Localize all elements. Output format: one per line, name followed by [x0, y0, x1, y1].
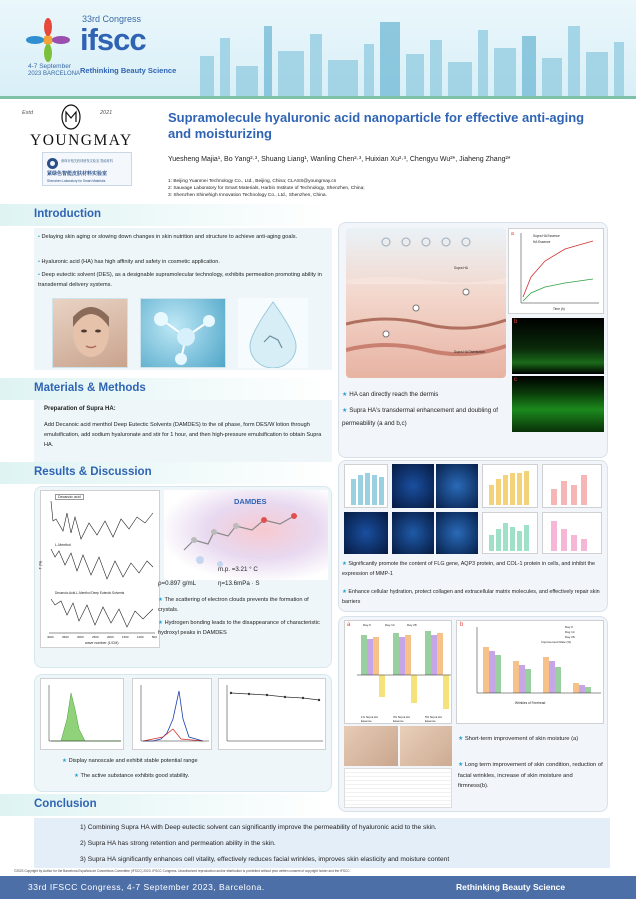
copyright-notice: ©2023 Copyright by Author for the Barcelona Española de Cosméticos Committee (IFSCC) 2023. IFSCC Congress. Unauthorized reproduction and/or distribution is prohibited without prior written consent of copyright holder and the IFSCC. [14, 869, 351, 873]
city-skyline [180, 18, 636, 96]
stability-chart [218, 678, 326, 750]
ftir-tick: 4000 [47, 635, 54, 639]
ftir-tick: 2500 [91, 635, 99, 639]
ftir-label-des: Decanoic Acid-L-Menthol Deep Eutectic Solvents [55, 591, 125, 595]
ftir-ylabel: T (%) [38, 560, 43, 570]
conclusion-item-1: 1) Combining Supra HA with Deep eutectic solvent can significantly improve the permeability of hyaluronic acid to the skin. [80, 824, 437, 831]
youngmay-logo-icon [57, 103, 85, 131]
star-icon: ★ [342, 407, 350, 414]
section-title: Results & Discussion [34, 466, 152, 478]
skin-label-supra: Supra HA [454, 266, 468, 270]
des-finding-1: ★ The scattering of electron clouds prevents the formation of crystals. [158, 597, 309, 613]
permeation-finding-1: ★ HA can directly reach the dermis [342, 391, 439, 398]
star-icon: ★ [342, 561, 349, 567]
col1-chart [482, 512, 538, 554]
skin-cross-section-icon [346, 228, 506, 378]
molecule-image [140, 298, 226, 368]
intro-bullet-2: • Hyaluronic acid (HA) has high affinity and safety in cosmetic application. [38, 259, 220, 265]
viscosity-value: η=13.6mPa · S [218, 580, 260, 587]
brand-name: YOUNGMAY [30, 132, 133, 149]
wrinkle-chart [456, 620, 604, 724]
lab-name-cn2: 紧绿色智能皮肤材料实验室 [47, 171, 108, 177]
ftir-tick: 500 [151, 635, 157, 639]
star-icon: ★ [158, 620, 165, 626]
star-icon: ★ [62, 758, 69, 764]
cell-stain-2 [436, 464, 478, 508]
cell-viability-bars [345, 465, 389, 509]
poster-title: Supramolecule hyaluronic acid nanoparticle for effective anti-aging and moisturizing [168, 110, 585, 141]
face-image [52, 298, 128, 368]
clinical-finding-2: ★ Long term improvement of skin condition, reduction of facial wrinkles, increase of skin moisture and firmness(b). [458, 762, 603, 789]
star-icon: ★ [458, 762, 465, 768]
author-list: Yuesheng Majia¹, Bo Yang²·³, Shuang Liang¹, Wanling Chen²·³, Huixian Xu²·³, Chengyu Wu²*, Jiaheng Zhang²* [168, 156, 511, 163]
permeation-legend-supra: Supra HA Essence [533, 234, 560, 238]
moisture-chart [344, 620, 452, 724]
size-distribution-plot [41, 679, 125, 751]
affiliation-1: 1: Beijing Yuanmei Technology Co., Ltd., Beijing, China; CLASS@youngmay.cn [168, 179, 337, 184]
permeation-legend-ha: HA Essence [533, 240, 551, 244]
permeation-chart [508, 228, 604, 314]
wrinkle-legend-improvement: Improvement Rate (%) [541, 640, 572, 644]
moisture-bar-plot [345, 621, 453, 725]
ftir-tick: 1500 [121, 635, 129, 639]
conclusion-item-3: 3) Supra HA significantly enhances cell vitality, effectively reduces facial wrinkles, improves skin elasticity and moisture content [80, 856, 450, 863]
ftir-tick: 3000 [76, 635, 84, 639]
congress-number: 33rd Congress [82, 14, 142, 24]
des-finding-2: ★ Hydrogen bonding leads to the disappearance of characteristic hydroxyl peaks in DAMDES [158, 620, 320, 636]
clin-legend-day28: Day 28 [407, 623, 417, 627]
fluorescence-image-c [512, 376, 604, 432]
permeation-line-plot [509, 229, 605, 315]
section-title: Materials & Methods [34, 382, 146, 394]
clinical-photo-after [400, 726, 452, 766]
mmp1-bars [543, 513, 603, 555]
star-icon: ★ [342, 391, 350, 398]
col1-bars [483, 513, 539, 555]
event-dates: 4-7 September [28, 63, 71, 70]
molecule-spheres-icon [141, 299, 227, 369]
droplet-image [238, 298, 308, 368]
skin-label-distribution: Supra HA Distribution [454, 350, 485, 354]
panel-c-letter: c [514, 377, 517, 383]
lab-emblem-icon [46, 157, 59, 170]
water-droplet-icon [238, 298, 308, 368]
intro-bullet-3: • Deep eutectic solvent (DES), as a designable supramolecular technology, exhibits permeation promoting ability in transdermal delivery systems. [38, 272, 322, 288]
clin-group-2: 3% Supra HA Essence [393, 715, 410, 723]
cell-finding-2: ★ Enhance cellular hydration, protect collagen and extracellular matrix molecules, and effectively repair skin barriers [342, 589, 600, 605]
cell-stain-3 [344, 512, 388, 554]
star-icon: ★ [342, 589, 349, 595]
affiliation-2: 2: Sauvage Laboratory for Smart Materials, Harbin Institute of Technology, Shenzhen, China; [168, 186, 365, 191]
ftir-xlabel: wave number (1/CM) [85, 641, 119, 645]
clinical-finding-1: ★ Short-term improvement of skin moisture (a) [458, 736, 579, 742]
permeation-xlabel: Time (h) [553, 307, 565, 311]
ftir-tick: 1000 [136, 635, 144, 639]
flg-chart [482, 464, 538, 508]
clinical-panel-a-letter: a [347, 622, 351, 628]
brand-year: 2021 [100, 110, 113, 116]
cell-stain-5 [436, 512, 478, 554]
materials-subtitle: Preparation of Supra HA: [44, 406, 116, 412]
conclusion-item-2: 2) Supra HA has strong retention and permeation ability in the skin. [80, 840, 276, 847]
clin-legend-day0: Day 0 [363, 623, 371, 627]
permeation-finding-2: ★ Supra HA's transdermal enhancement and doubling of permeability (a and b,c) [342, 407, 499, 427]
footer-congress-info: 33rd IFSCC Congress, 4-7 September 2023, Barcelona. [28, 882, 265, 892]
star-icon: ★ [458, 736, 465, 742]
zeta-potential-chart [132, 678, 212, 750]
cell-viability-chart [344, 464, 388, 508]
clinical-data-table [344, 768, 452, 808]
mmp1-chart [542, 512, 602, 554]
wrinkle-bar-plot [457, 621, 605, 725]
event-city: 2023 BARCELONA [28, 71, 81, 77]
affiliation-3: 3: Shenzhen Shinehigh Innovation Technology Co., Ltd., Shenzhen, China. [168, 193, 327, 198]
cell-stain-1 [392, 464, 434, 508]
star-icon: ★ [158, 597, 165, 603]
footer-tagline: Rethinking Beauty Science [456, 882, 566, 892]
section-header-conclusion [0, 794, 330, 816]
clin-group-3: 5% Supra HA Essence [425, 715, 442, 723]
section-header-results [0, 462, 330, 484]
aqp3-bars [543, 465, 603, 509]
size-distribution-chart [40, 678, 124, 750]
brand-established-label: Estd [22, 110, 34, 116]
cell-finding-1: ★ Significantly promote the content of FLG gene, AQP3 protein, and COL-1 protein in cells, and inhibit the expression of MMP-1 [342, 561, 595, 577]
ifscc-wordmark: ifscc [80, 22, 146, 57]
section-title: Conclusion [34, 798, 97, 810]
skin-layer-illustration [346, 228, 506, 378]
density-value: ρ=0.897 g/mL [158, 580, 197, 587]
ifscc-flower-logo-icon [26, 18, 70, 62]
cell-stain-4 [392, 512, 434, 554]
zeta-potential-plot [133, 679, 213, 751]
lab-name-cn: 深圳市相关药材研发实验室 智能材料 [61, 159, 113, 163]
clinical-photo-before [344, 726, 398, 766]
section-title: Introduction [34, 208, 102, 220]
stability-plot [219, 679, 327, 751]
wrinkle-xlabel: Wrinkles of Forehead [515, 701, 546, 705]
flg-bars [483, 465, 539, 509]
aqp3-chart [542, 464, 602, 508]
ftir-tick: 2000 [106, 635, 114, 639]
ftir-spectra-plot [41, 491, 161, 649]
lab-name-en: Shenzhen Laboratory for Smart Materials [47, 179, 106, 183]
stability-finding-2: ★ The active substance exhibits good stability. [74, 773, 190, 779]
intro-bullet-1: • Delaying skin aging or slowing down changes in skin nutrition and structure to achieve anti-aging goals. [38, 234, 298, 240]
section-header-introduction [0, 204, 330, 226]
ftir-x-ticks [47, 635, 157, 639]
wrinkle-legend-day0: Day 0 [565, 625, 573, 629]
clin-legend-day14: Day 14 [385, 623, 395, 627]
damdes-label: DAMDES [234, 497, 267, 506]
header-tagline: Rethinking Beauty Science [80, 66, 177, 75]
star-icon: ★ [74, 773, 81, 779]
ftir-label-decanoic: Decanoic acid [55, 494, 84, 500]
ftir-chart [40, 490, 160, 648]
melting-point: m.p. =3.21 ° C [218, 566, 258, 573]
clin-group-1: 1% Supra HA Essence [361, 715, 378, 723]
ftir-label-menthol: L-Menthol [55, 543, 71, 547]
ftir-tick: 3500 [61, 635, 69, 639]
face-illustration-icon [53, 299, 129, 369]
stability-finding-1: ★ Display nanoscale and exhibit stable potential range [62, 758, 198, 764]
wrinkle-legend-day28: Day 28 [565, 635, 575, 639]
fluorescence-image-b [512, 318, 604, 374]
lab-logo [42, 152, 132, 186]
wrinkle-legend-day14: Day 14 [565, 630, 575, 634]
panel-b-letter: b [514, 319, 518, 325]
section-header-materials [0, 378, 330, 400]
panel-a-letter: a [511, 231, 514, 237]
header-divider [0, 96, 636, 99]
clinical-panel-b-letter: b [460, 622, 464, 628]
materials-text: Add Decanoic acid menthol Deep Eutectic Solvents (DAMDES) to the oil phase, form DES/W lotion through emulsification, add sodium hyaluronate and stir for 1 hour, and then high-pressure emulsification to obtain Supra HA. [44, 422, 322, 448]
